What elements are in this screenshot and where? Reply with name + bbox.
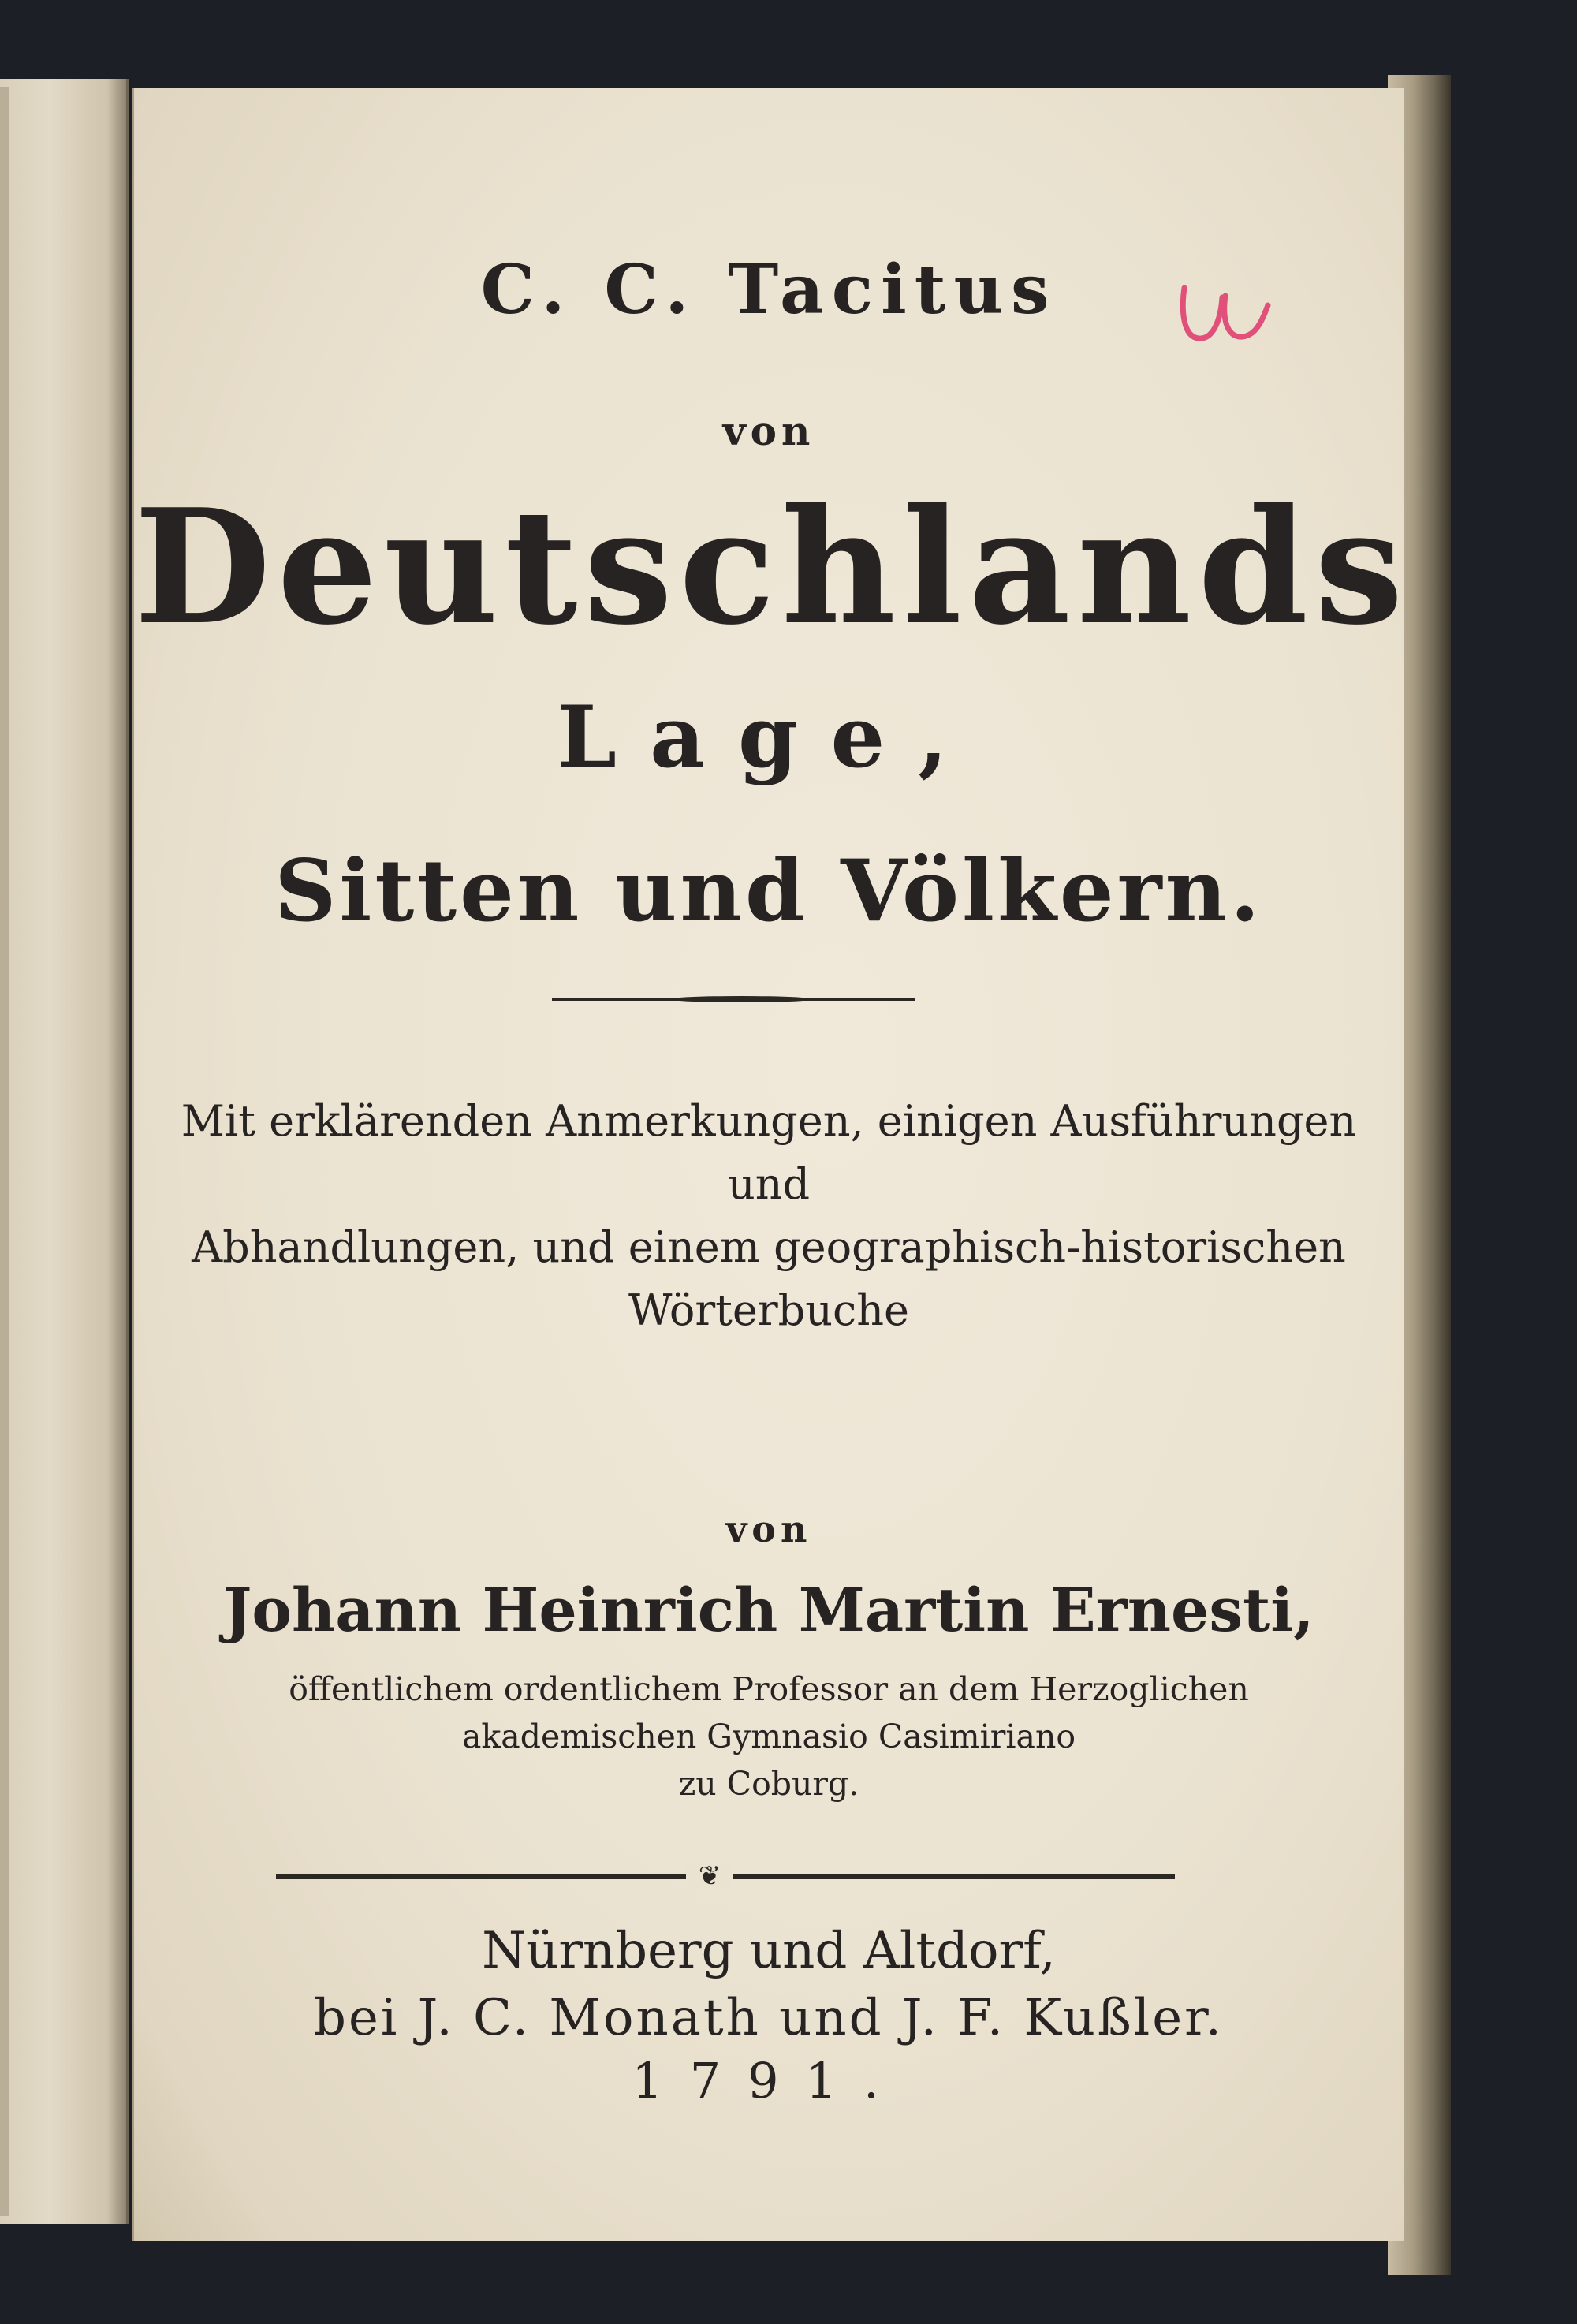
title-divider bbox=[552, 995, 915, 1003]
von-text: von bbox=[722, 408, 815, 454]
von-text: von bbox=[725, 1508, 812, 1550]
publication-place: Nürnberg und Altdorf, bbox=[482, 1922, 1056, 1980]
description bbox=[134, 1090, 1404, 1342]
left-page bbox=[0, 79, 129, 2224]
title-page-content bbox=[134, 88, 1410, 2241]
description-line: Mit erklärenden Anmerkungen, einigen Ausführungen und bbox=[181, 1096, 1357, 1209]
title-line-deutschlands: Deutschlands bbox=[134, 475, 1410, 660]
title-line-sitten: Sitten und Völkern. bbox=[274, 841, 1263, 941]
editor-affiliation bbox=[134, 1666, 1404, 1807]
description-line: Abhandlungen, und einem geographisch-historischen bbox=[192, 1222, 1346, 1272]
ornament-icon: ❦ bbox=[686, 1863, 733, 1889]
title-line-lage: Lage, bbox=[557, 688, 981, 787]
author-name: C. C. Tacitus bbox=[480, 250, 1057, 330]
editor-name: Johann Heinrich Martin Ernesti, bbox=[223, 1575, 1314, 1645]
affiliation-line: öffentlichem ordentlichem Professor an dem Herzoglichen bbox=[289, 1670, 1249, 1708]
ornamental-divider bbox=[276, 1860, 1175, 1892]
title-page bbox=[132, 88, 1410, 2241]
left-page-edge bbox=[0, 87, 9, 2216]
description-line: Wörterbuche bbox=[628, 1285, 909, 1335]
affiliation-line: akademischen Gymnasio Casimiriano bbox=[461, 1718, 1076, 1755]
publication-year: 1791. bbox=[632, 2052, 906, 2110]
affiliation-line: zu Coburg. bbox=[678, 1765, 859, 1803]
publisher: bei J. C. Monath und J. F. Kußler. bbox=[314, 1989, 1224, 2047]
